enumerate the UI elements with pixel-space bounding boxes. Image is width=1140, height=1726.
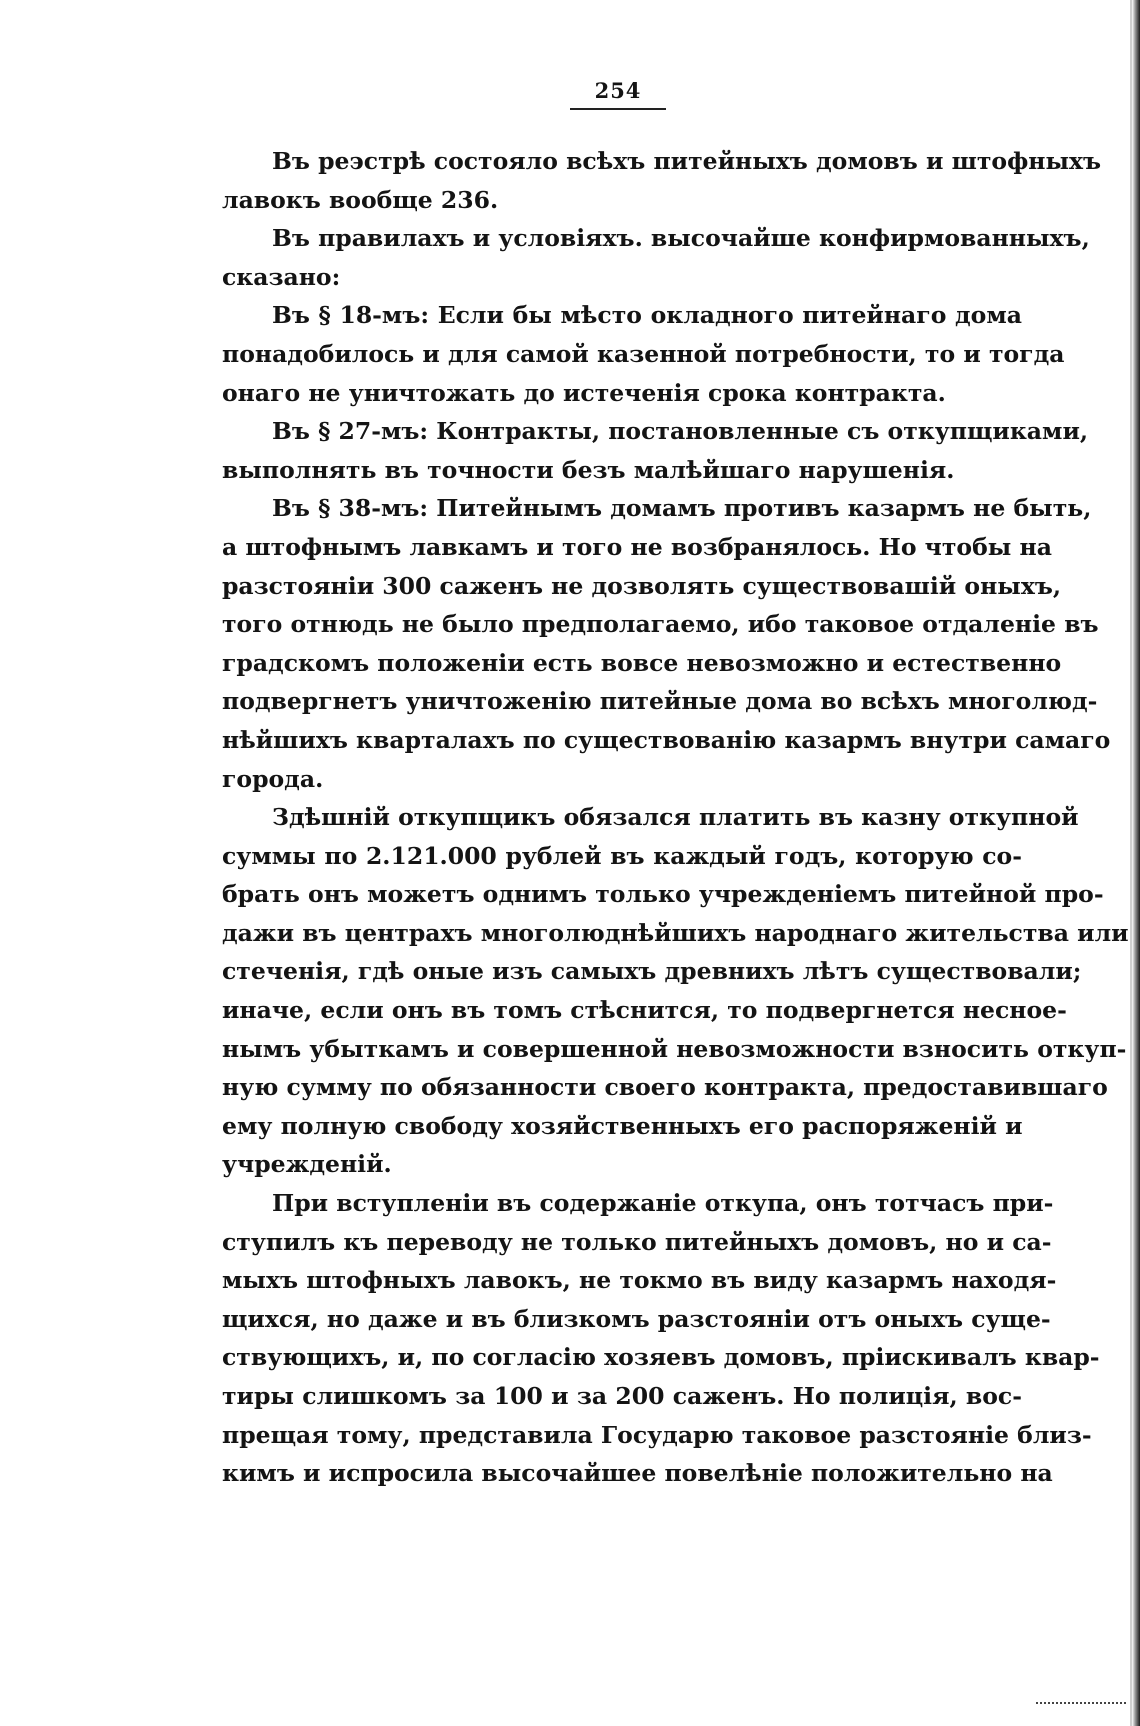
paragraph-3 [222,296,1065,412]
text-line: Въ § 38-мъ: Питейнымъ домамъ противъ казармъ не быть, [272,494,1092,523]
text-line: сказано: [222,262,341,291]
text-line: тиры слишкомъ за 100 и за 200 саженъ. Но полиція, вос- [222,1382,1022,1410]
page-number-rule [570,108,666,110]
text-line: стеченія, гдѣ оные изъ самыхъ древнихъ лѣтъ существовали; [222,957,1082,986]
text-line: Въ § 18-мъ: Если бы мѣсто окладного питейнаго дома [272,301,1022,330]
text-line: понадобилось и для самой казенной потребности, то и тогда [222,339,1065,368]
page-number: 254 [594,78,642,103]
text-line: мыхъ штофныхъ лавокъ, не токмо въ виду казармъ находя- [222,1266,1057,1295]
text-line: выполнять въ точности безъ малѣйшаго нарушенія. [222,455,955,484]
text-line: разстояніи 300 саженъ не дозволять существовашій оныхъ, [222,571,1062,600]
text-line: прещая тому, представила Государю таковое разстояніе близ- [222,1420,1092,1449]
text-line: нымъ убыткамъ и совершенной невозможности взносить откуп- [222,1034,1127,1063]
text-line: иначе, если онъ въ томъ стѣснится, то подвергнется несное- [222,996,1067,1025]
paragraph-1 [222,142,1102,219]
body-text [222,142,1129,1493]
text-line: ступилъ къ переводу не только питейныхъ домовъ, но и са- [222,1227,1052,1256]
text-line: подвергнетъ уничтоженію питейные дома во всѣхъ многолюд- [222,687,1098,716]
text-line: брать онъ можетъ однимъ только учрежденіемъ питейной про- [222,880,1104,909]
text-line: Въ реэстрѣ состояло всѣхъ питейныхъ домовъ и штофныхъ [272,147,1102,175]
paragraph-4 [222,412,1089,489]
text-line: лавокъ вообще 236. [222,185,499,214]
text-line: Въ правилахъ и условіяхъ. высочайше конфирмованныхъ, [272,224,1090,253]
text-line: Въ § 27-мъ: Контракты, постановленные съ откупщиками, [272,417,1089,446]
text-line: учрежденій. [222,1150,392,1179]
text-line: щихся, но даже и въ близкомъ разстояніи отъ оныхъ суще- [222,1304,1051,1333]
text-line: а штофнымъ лавкамъ и того не возбранялось. Но чтобы на [222,532,1052,561]
scan-bottom-marks [1036,1696,1126,1704]
text-line: дажи въ центрахъ многолюднѣйшихъ народнаго жительства или [222,918,1129,947]
text-line: суммы по 2.121.000 рублей въ каждый годъ, которую со- [222,841,1022,870]
text-line: При вступленіи въ содержаніе откупа, онъ тотчасъ при- [272,1189,1054,1218]
text-line: ную сумму по обязанности своего контракта, предоставившаго [222,1073,1108,1102]
text-line: градскомъ положеніи есть вовсе невозможно и естественно [222,648,1062,677]
text-line: Здѣшній откупщикъ обязался платить въ казну откупной [272,803,1079,832]
text-line: ствующихъ, и, по согласію хозяевъ домовъ, пріискивалъ квар- [222,1343,1100,1372]
text-line: города. [222,764,324,793]
text-line: кимъ и испросила высочайшее повелѣніе положительно на [222,1459,1053,1488]
paragraph-7 [222,1184,1100,1493]
text-line: того отнюдь не было предполагаемо, ибо таковое отдаленіе въ [222,610,1099,639]
paragraph-2 [222,219,1090,296]
scan-edge [1132,0,1140,1726]
text-line: онаго не уничтожать до истеченія срока контракта. [222,378,946,407]
text-line: нѣйшихъ кварталахъ по существованію казармъ внутри самаго [222,725,1111,754]
paragraph-5 [222,489,1111,798]
paragraph-6 [222,798,1129,1184]
text-line: ему полную свободу хозяйственныхъ его распоряженій и [222,1111,1023,1140]
